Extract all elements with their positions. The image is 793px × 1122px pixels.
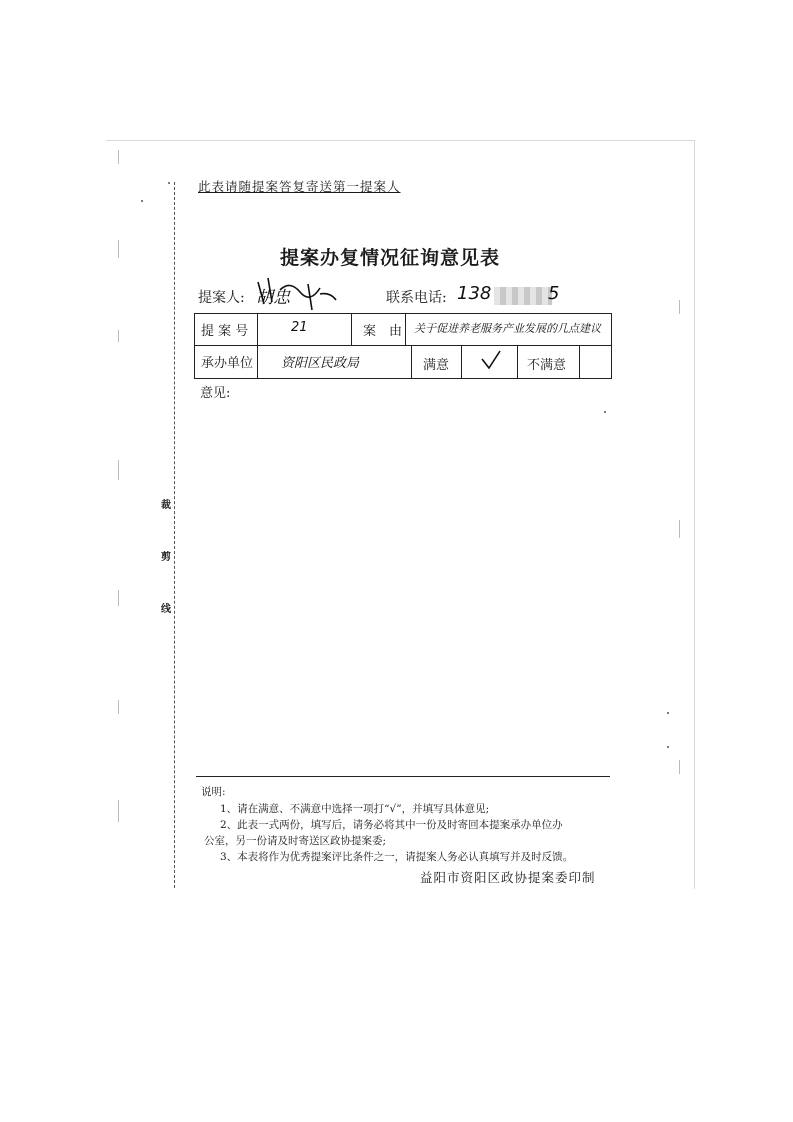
phone-value: 138 — [457, 283, 492, 304]
margin-dash — [118, 460, 119, 480]
subject-value: 关于促进养老服务产业发展的几点建议 — [414, 322, 601, 335]
margin-dash — [679, 760, 680, 774]
satisfied-check-icon — [480, 349, 502, 371]
proposer-label: 提案人: — [198, 290, 245, 306]
scan-speck — [141, 200, 143, 202]
margin-dash — [118, 700, 119, 714]
margin-dash — [679, 300, 680, 314]
note-item-2a: 2、此表一式两份，填写后，请务必将其中一份及时寄回本提案承办单位办 — [220, 819, 563, 831]
scan-speck — [667, 712, 669, 714]
printer-credit: 益阳市资阳区政协提案委印制 — [420, 870, 596, 885]
scan-speck — [604, 411, 606, 413]
instruction-text: 此表请随提案答复寄送第一提案人 — [198, 179, 401, 194]
notes-rule — [196, 776, 610, 777]
table-col-divider — [405, 314, 406, 345]
margin-dash — [118, 240, 119, 258]
phone-label: 联系电话: — [386, 290, 447, 306]
note-item-2b: 公室，另一份请及时寄送区政协提案委; — [204, 835, 387, 847]
margin-dash — [118, 330, 119, 342]
cut-line — [174, 182, 175, 888]
notes-heading: 说明: — [201, 786, 226, 798]
margin-dash — [118, 800, 119, 822]
margin-dash — [118, 150, 119, 164]
unit-value: 资阳区民政局 — [281, 356, 360, 371]
scan-speck — [168, 182, 170, 184]
table-col-divider — [257, 314, 258, 378]
note-item-3: 3、本表将作为优秀提案评比条件之一，请提案人务必认真填写并及时反馈。 — [220, 851, 574, 863]
phone-tail: 5 — [548, 283, 560, 304]
page-title: 提案办复情况征询意见表 — [280, 247, 501, 269]
table-col-divider — [351, 314, 352, 345]
opinion-label: 意见: — [200, 386, 231, 401]
unsatisfied-label: 不满意 — [527, 358, 567, 373]
cut-label-3: 线 — [161, 604, 171, 615]
table-col-divider — [517, 345, 518, 378]
unit-label: 承办单位 — [201, 356, 254, 371]
table-col-divider — [461, 345, 462, 378]
scan-speck — [667, 746, 669, 748]
signature-scribble — [250, 274, 340, 314]
phone-redaction — [494, 287, 552, 305]
cut-label-2: 剪 — [161, 552, 171, 563]
margin-dash — [679, 520, 680, 538]
subject-label: 案 由 — [363, 324, 403, 339]
table-col-divider — [579, 345, 580, 378]
table-col-divider — [411, 345, 412, 378]
note-item-1: 1、请在满意、不满意中选择一项打“√”，并填写具体意见; — [220, 803, 490, 815]
proposer-signature: 胡忠 — [256, 288, 290, 308]
proposal-no-value: 21 — [291, 320, 308, 335]
cut-label-1: 裁 — [161, 500, 171, 511]
satisfied-label: 满意 — [423, 358, 450, 373]
proposal-no-label: 提 案 号 — [201, 324, 249, 339]
margin-dash — [118, 590, 119, 606]
